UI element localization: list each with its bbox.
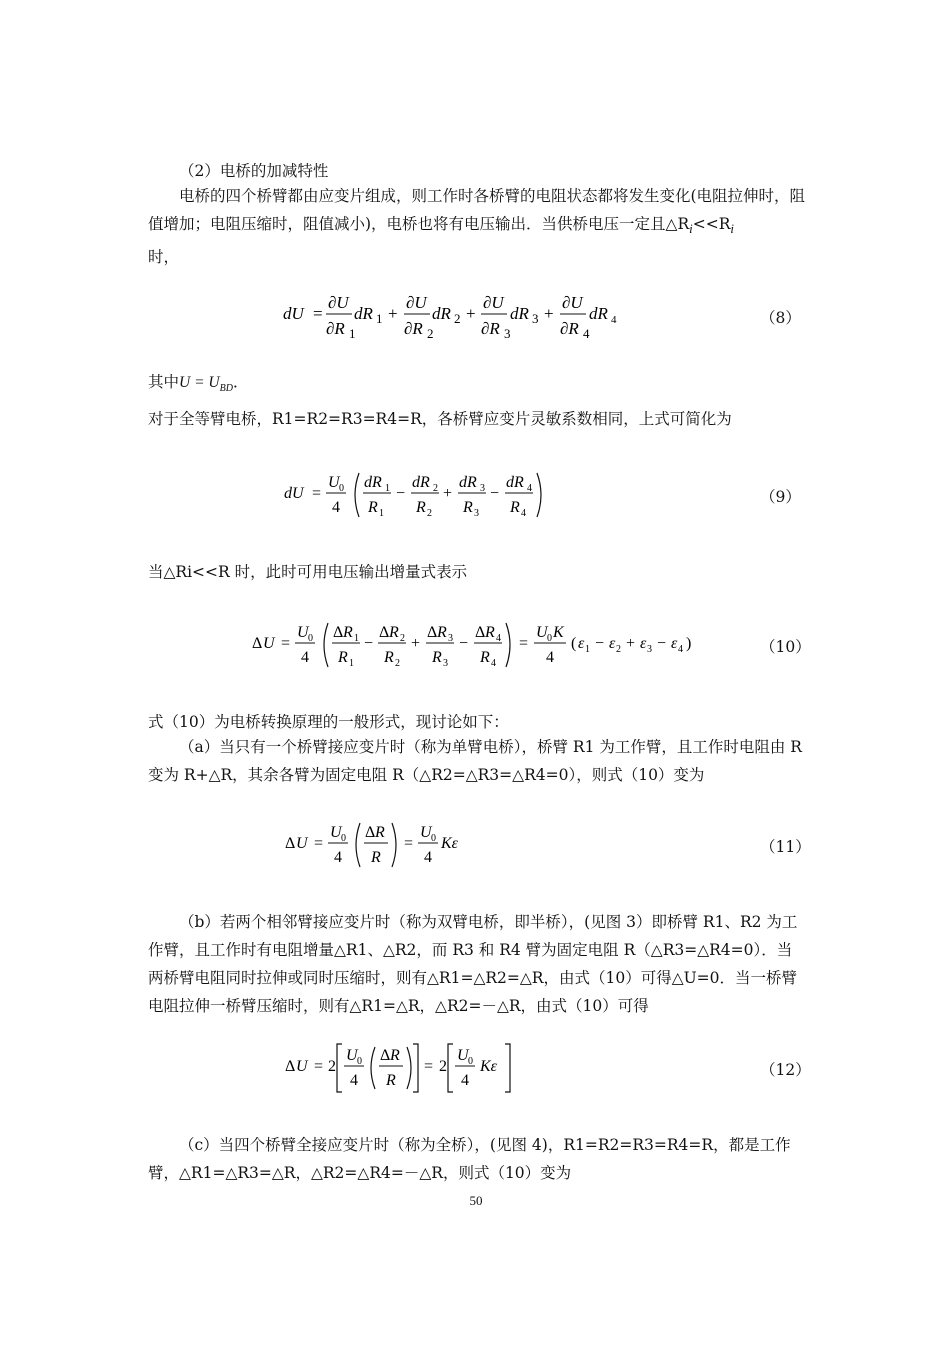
intro-tail: 时，: [148, 248, 180, 267]
svg-text:0: 0: [357, 1056, 362, 1067]
svg-text:Kε: Kε: [441, 835, 458, 852]
svg-text:dR: dR: [510, 304, 529, 323]
equal-arm-text: 对于全等臂电桥，R1=R2=R3=R4=R，各桥臂应变片灵敏系数相同，上式可简化为: [148, 410, 732, 428]
svg-text:ε: ε: [609, 635, 616, 652]
svg-text:1: 1: [349, 326, 356, 341]
intro-paragraph: 电桥的四个桥臂都由应变片组成，则工作时各桥臂的电阻状态都将发生变化(电阻拉伸时，阻值增加；电阻压缩时，阻值减小)，电桥也将有电压输出．当供桥电压一定且$\triangle R_i<<R_i$ 时，: [148, 187, 806, 267]
svg-text:ε: ε: [671, 635, 678, 652]
svg-text:4: 4: [521, 508, 526, 519]
equation-12: [0, 1038, 952, 1098]
svg-text:): ): [686, 635, 692, 652]
svg-text:ε: ε: [640, 635, 647, 652]
svg-text:3: 3: [504, 326, 511, 341]
svg-text:dR: dR: [412, 474, 430, 491]
svg-text:−: −: [595, 635, 605, 652]
svg-text:Δ: Δ: [285, 1058, 296, 1075]
svg-text:Δ: Δ: [379, 624, 390, 641]
svg-text:4: 4: [301, 649, 309, 666]
svg-text:U: U: [297, 624, 309, 641]
svg-text:R: R: [343, 624, 353, 641]
case-b-paragraph: （b）若两个相邻臂接应变片时（称为双臂电桥，即半桥），(见图 3）即桥臂 R1、R2 为工作臂，且工作时有电阻增量△R1、△R2，而 R3 和 R4 臂为固定电阻 R（△R3=△R4=0）．当两桥臂电阻同时拉伸或同时压缩时，则有△R1=△R2=△R，由式（10）可得△U=0．当一桥臂电阻拉伸一桥臂压缩时，则有△R1=△R，△R2=－△R，由式（10）可得: [148, 913, 798, 1015]
svg-text:∂R: ∂R: [326, 319, 345, 338]
svg-text:4: 4: [491, 658, 496, 669]
svg-text:4: 4: [424, 849, 432, 866]
svg-text:=: =: [519, 635, 529, 652]
svg-text:∂R: ∂R: [481, 319, 500, 338]
svg-text:1: 1: [379, 508, 384, 519]
svg-text:dR: dR: [589, 304, 608, 323]
svg-text:2: 2: [400, 633, 405, 644]
svg-text:R: R: [432, 649, 442, 666]
equation-9: [0, 465, 952, 525]
svg-text:dU: dU: [284, 485, 304, 502]
svg-text:U: U: [420, 824, 432, 841]
svg-text:=: =: [313, 304, 323, 323]
svg-text:0: 0: [308, 633, 313, 644]
svg-text:R: R: [389, 624, 399, 641]
section-heading: （2）电桥的加减特性: [179, 162, 329, 180]
svg-text:−: −: [396, 485, 406, 502]
svg-text:R: R: [375, 824, 385, 841]
svg-text:∂R: ∂R: [404, 319, 423, 338]
svg-text:+: +: [626, 635, 636, 652]
svg-text:K: K: [553, 624, 564, 641]
equation-11: [0, 815, 952, 875]
svg-text:4: 4: [334, 849, 342, 866]
svg-text:R: R: [510, 499, 520, 516]
svg-text:∂U: ∂U: [562, 293, 583, 312]
svg-text:4: 4: [611, 314, 617, 326]
svg-text:=: =: [314, 1058, 324, 1075]
svg-text:4: 4: [546, 649, 554, 666]
page-number: 50: [469, 1193, 483, 1208]
svg-text:=: =: [404, 835, 414, 852]
case-a-paragraph: （a）当只有一个桥臂接应变片时（称为单臂电桥），桥臂 R1 为工作臂，且工作时电阻由 R 变为 R+△R，其余各臂为固定电阻 R（△R2=△R3=△R4=0），则式（10）变为: [148, 738, 802, 784]
equation-12-number: （12）: [760, 1061, 811, 1079]
svg-text:Δ: Δ: [285, 835, 296, 852]
svg-text:R: R: [463, 499, 473, 516]
svg-text:U: U: [263, 635, 275, 652]
svg-text:+: +: [411, 635, 421, 652]
svg-text:4: 4: [678, 644, 683, 655]
svg-text:1: 1: [385, 483, 390, 494]
svg-text:3: 3: [480, 483, 485, 494]
svg-text:4: 4: [332, 499, 340, 516]
svg-text:2: 2: [427, 508, 432, 519]
svg-text:+: +: [544, 304, 554, 323]
svg-text:dR: dR: [506, 474, 524, 491]
svg-text:−: −: [657, 635, 667, 652]
svg-text:+: +: [443, 485, 453, 502]
svg-text:R: R: [390, 1047, 400, 1064]
svg-text:∂U: ∂U: [483, 293, 504, 312]
svg-text:Δ: Δ: [333, 624, 344, 641]
svg-text:U: U: [330, 824, 342, 841]
svg-text:+: +: [388, 304, 398, 323]
svg-text:U: U: [536, 624, 548, 641]
svg-text:U: U: [296, 835, 308, 852]
equation-8: [0, 288, 952, 348]
svg-text:R: R: [437, 624, 447, 641]
svg-text:−: −: [459, 635, 469, 652]
svg-text:Δ: Δ: [475, 624, 486, 641]
svg-text:3: 3: [474, 508, 479, 519]
svg-text:1: 1: [376, 311, 383, 326]
svg-text:dR: dR: [432, 304, 451, 323]
svg-text:2: 2: [616, 644, 621, 655]
svg-text:U: U: [296, 1058, 308, 1075]
svg-text:3: 3: [532, 311, 539, 326]
case-c-paragraph: （c）当四个桥臂全接应变片时（称为全桥），(见图 4)，R1=R2=R3=R4=R，都是工作臂，△R1=△R3=△R，△R2=△R4=－△R，则式（10）变为: [148, 1136, 791, 1182]
svg-text:3: 3: [448, 633, 453, 644]
svg-text:1: 1: [354, 633, 359, 644]
svg-text:4: 4: [350, 1072, 358, 1089]
equation-11-number: （11）: [760, 838, 811, 856]
svg-text:+: +: [466, 304, 476, 323]
svg-text:U: U: [328, 474, 340, 491]
svg-text:R: R: [480, 649, 490, 666]
equation-9-svg: [0, 465, 952, 525]
svg-text:=: =: [281, 635, 291, 652]
svg-text:U: U: [457, 1047, 469, 1064]
svg-text:R: R: [338, 649, 348, 666]
svg-text:∂U: ∂U: [406, 293, 427, 312]
svg-text:0: 0: [431, 833, 436, 844]
svg-text:0: 0: [341, 833, 346, 844]
svg-text:0: 0: [468, 1056, 473, 1067]
intro-text: 电桥的四个桥臂都由应变片组成，则工作时各桥臂的电阻状态都将发生变化(电阻拉伸时，阻值增加；电阻压缩时，阻值减小)，电桥也将有电压输出．当供桥电压一定且△R: [148, 187, 806, 233]
svg-text:0: 0: [339, 483, 344, 494]
svg-text:−: −: [490, 485, 500, 502]
svg-text:U: U: [346, 1047, 358, 1064]
svg-text:R: R: [485, 624, 495, 641]
svg-text:4: 4: [583, 326, 590, 341]
svg-text:1: 1: [349, 658, 354, 669]
where-eq: U = U: [179, 374, 220, 391]
svg-text:−: −: [364, 635, 374, 652]
where-line: [148, 371, 248, 400]
svg-text:R: R: [368, 499, 378, 516]
svg-text:dR: dR: [364, 474, 382, 491]
equation-10: [0, 615, 952, 675]
svg-text:3: 3: [443, 658, 448, 669]
svg-text:dU: dU: [283, 304, 304, 323]
intro-mid: <<R: [692, 215, 731, 233]
svg-text:R: R: [386, 1072, 396, 1089]
svg-text:Δ: Δ: [380, 1047, 391, 1064]
svg-text:4: 4: [527, 483, 532, 494]
where-sub: BD: [219, 383, 233, 395]
svg-text:4: 4: [496, 633, 501, 644]
svg-text:R: R: [371, 849, 381, 866]
svg-text:Δ: Δ: [252, 635, 263, 652]
svg-text:(: (: [571, 635, 577, 652]
svg-text:2: 2: [328, 1058, 336, 1075]
when-text: 当△Ri<<R 时，此时可用电压输出增量式表示: [148, 563, 468, 581]
svg-text:3: 3: [647, 644, 652, 655]
svg-text:Δ: Δ: [365, 824, 376, 841]
intro-sub: i: [689, 221, 693, 237]
equation-10-number: （10）: [760, 638, 811, 656]
where-text: 其中: [148, 373, 180, 391]
where-end: ．: [232, 373, 249, 391]
equation-9-number: （9）: [760, 488, 801, 506]
svg-text:=: =: [314, 835, 324, 852]
svg-text:=: =: [312, 485, 322, 502]
svg-text:1: 1: [585, 644, 590, 655]
svg-text:2: 2: [427, 326, 434, 341]
svg-text:Δ: Δ: [427, 624, 438, 641]
svg-text:2: 2: [454, 311, 461, 326]
svg-text:4: 4: [461, 1072, 469, 1089]
svg-text:=: =: [424, 1058, 434, 1075]
svg-text:∂U: ∂U: [328, 293, 349, 312]
svg-text:2: 2: [439, 1058, 447, 1075]
svg-text:ε: ε: [578, 635, 585, 652]
general-form-text: 式（10）为电桥转换原理的一般形式，现讨论如下：: [148, 713, 509, 731]
equation-8-number: （8）: [760, 309, 801, 327]
svg-text:2: 2: [395, 658, 400, 669]
svg-text:0: 0: [547, 633, 552, 644]
svg-text:dR: dR: [354, 304, 373, 323]
svg-text:dR: dR: [459, 474, 477, 491]
svg-text:2: 2: [433, 483, 438, 494]
svg-text:Kε: Kε: [480, 1058, 497, 1075]
svg-text:R: R: [384, 649, 394, 666]
equation-8-svg: [0, 288, 952, 348]
svg-text:∂R: ∂R: [560, 319, 579, 338]
svg-text:R: R: [416, 499, 426, 516]
